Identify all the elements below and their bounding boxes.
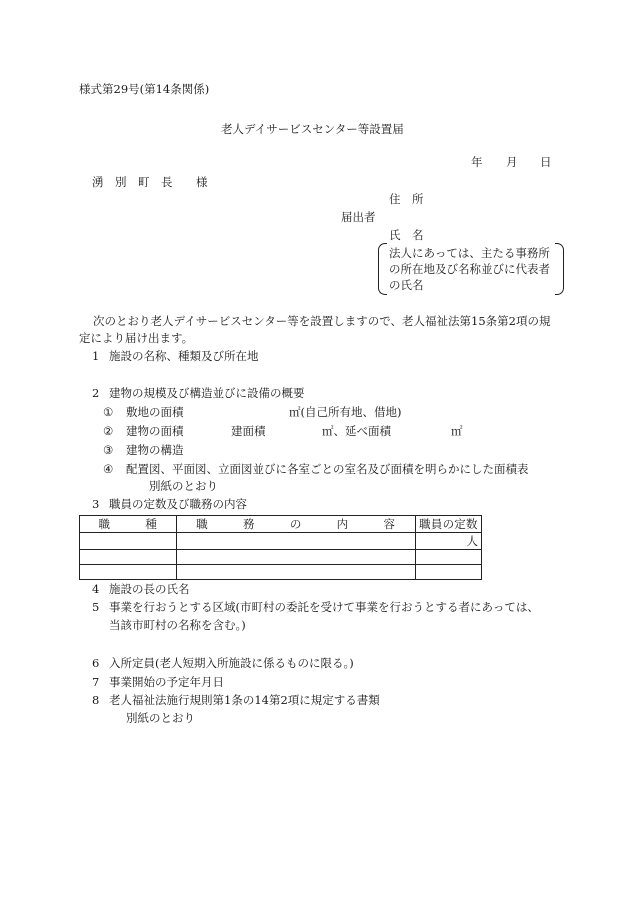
- corporate-note-line: 法人にあっては、主たる事務所: [389, 246, 550, 260]
- table-row: [80, 565, 482, 580]
- item-text-continued: 当該市町村の名称を含む。): [109, 618, 246, 632]
- subitem-number: ④: [103, 462, 114, 476]
- name-label: 氏 名: [389, 228, 424, 242]
- item-number: 2: [92, 386, 100, 400]
- site-area-unit: ㎡(自己所有地、借地): [289, 405, 402, 419]
- item-text: 建物の規模及び構造並びに設備の概要: [109, 386, 305, 400]
- table-row: [80, 550, 482, 565]
- subitem-number: ①: [103, 405, 114, 419]
- date-year-label: 年: [471, 155, 483, 169]
- applicant-label: 届出者: [341, 210, 376, 224]
- staff-count-cell[interactable]: [415, 565, 481, 580]
- form-number: 様式第29号(第14条関係): [79, 82, 210, 96]
- duties-cell[interactable]: [176, 565, 415, 580]
- item-note: 別紙のとおり: [126, 711, 195, 725]
- item-text: 入所定員(老人短期入所施設に係るものに限る。): [109, 656, 354, 670]
- subitem-number: ③: [103, 443, 114, 457]
- item-text: 職員の定数及び職務の内容: [109, 497, 247, 511]
- staff-table: [79, 515, 482, 580]
- item-number: 5: [92, 600, 100, 614]
- job-type-cell[interactable]: [80, 550, 177, 565]
- column-header-job-type: 職 種: [80, 516, 177, 533]
- intro-line: 次のとおり老人デイサービスセンター等を設置しますので、老人福祉法第15条第2項の規: [93, 314, 551, 328]
- document-title: 老人デイサービスセンター等設置届: [221, 122, 404, 136]
- staff-count-cell[interactable]: [415, 550, 481, 565]
- table-header-row: [80, 516, 482, 533]
- job-type-cell[interactable]: [80, 533, 177, 550]
- column-header-staff-count: 職員の定数: [415, 516, 481, 533]
- item-number: 3: [92, 497, 100, 511]
- floor-area-label: ㎡、延べ面積: [322, 424, 391, 438]
- intro-line: 定により届け出ます。: [79, 331, 194, 345]
- drawings-label: 配置図、平面図、立面図並びに各室ごとの室名及び面積を明らかにした面積表: [126, 462, 529, 476]
- date-day-label: 日: [540, 155, 552, 169]
- corporate-note-line: の所在地及び名称並びに代表者: [389, 262, 550, 276]
- building-footprint-label: 建面積: [231, 424, 266, 438]
- drawings-note: 別紙のとおり: [149, 479, 218, 493]
- column-header-duties: 職 務 の 内 容: [176, 516, 415, 533]
- duties-cell[interactable]: [176, 550, 415, 565]
- corporate-note-line: の氏名: [389, 278, 424, 292]
- table-row: [80, 533, 482, 550]
- item-text: 施設の名称、種類及び所在地: [109, 349, 259, 363]
- addressee-name: 湧 別 町 長: [92, 175, 173, 189]
- duties-cell[interactable]: [176, 533, 415, 550]
- address-label: 住 所: [389, 192, 424, 206]
- addressee-honorific: 様: [196, 175, 208, 189]
- item-number: 7: [92, 675, 100, 689]
- date-month-label: 月: [506, 155, 518, 169]
- item-number: 1: [92, 349, 100, 363]
- item-number: 6: [92, 656, 100, 670]
- staff-count-cell[interactable]: 人: [415, 533, 481, 550]
- building-area-label: 建物の面積: [126, 424, 184, 438]
- subitem-number: ②: [103, 424, 114, 438]
- item-text: 事業開始の予定年月日: [109, 675, 224, 689]
- item-text: 施設の長の氏名: [109, 582, 190, 596]
- building-structure-label: 建物の構造: [126, 443, 184, 457]
- floor-area-unit: ㎡: [451, 424, 463, 438]
- job-type-cell[interactable]: [80, 565, 177, 580]
- item-text: 事業を行おうとする区域(市町村の委託を受けて事業を行おうとする者にあっては、: [109, 600, 539, 614]
- item-number: 8: [92, 693, 100, 707]
- item-number: 4: [92, 582, 100, 596]
- site-area-label: 敷地の面積: [126, 405, 184, 419]
- item-text: 老人福祉法施行規則第1条の14第2項に規定する書類: [109, 693, 380, 707]
